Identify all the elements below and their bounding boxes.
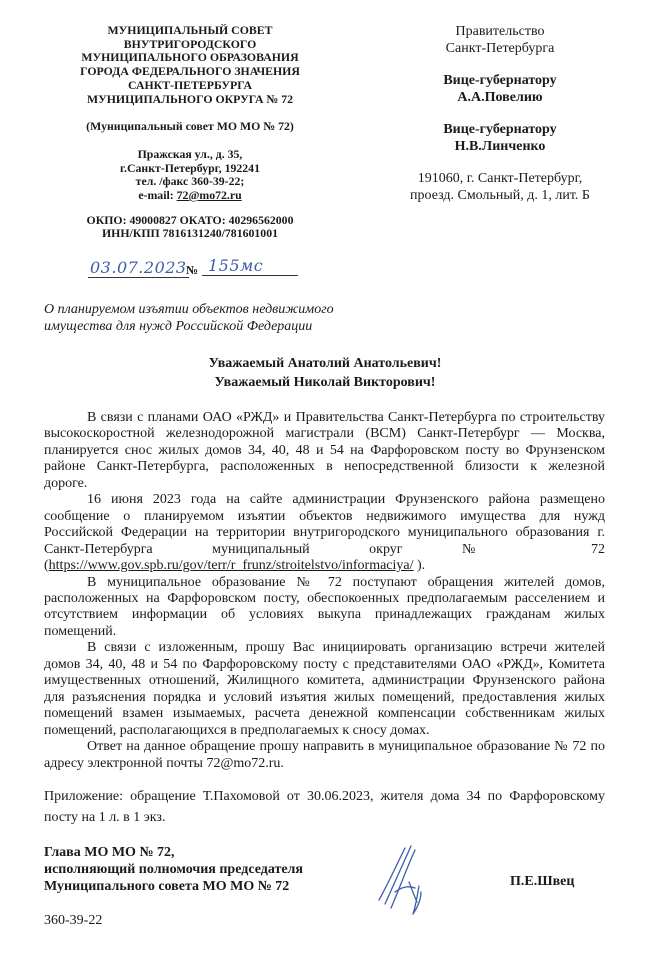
addressee-title: Вице-губернатору	[443, 122, 557, 137]
body-paragraph	[44, 739, 605, 772]
sender-address-line: Пражская ул., д. 35,	[137, 146, 243, 161]
position-line: исполняющий полномочия председателя	[44, 861, 303, 877]
sender-email-line	[30, 189, 350, 203]
body-line: имущественных отношений, Жилищного комитета, администрации Фрунзенского района	[44, 673, 605, 689]
body-line: адресу электронной почты 72@mo72.ru.	[44, 755, 284, 771]
body-line: Российской Федерации на территории внутригородского муниципального образования г.	[44, 525, 605, 541]
sender-codes: ОКПО: 49000827 ОКАТО: 40296562000	[86, 212, 294, 227]
sender-org-line: САНКТ-ПЕТЕРБУРГА	[128, 77, 252, 92]
subject	[44, 301, 334, 335]
body-line: 16 июня 2023 года на сайте администрации Фрунзенского района размещено	[87, 492, 605, 508]
body-line: В связи с планами ОАО «РЖД» и Правительства Санкт-Петербурга по строительству	[87, 410, 605, 425]
body-paragraph	[44, 575, 605, 641]
recipient-org-line: Правительство	[455, 24, 545, 39]
sender-address-line: тел. /факс 360-39-22;	[135, 174, 245, 189]
body-paragraph	[44, 492, 605, 574]
body-line: для разъяснения порядка и условий изъятия жилых помещений, предоставления жилых	[44, 689, 605, 705]
body-line: дороге.	[44, 475, 88, 491]
number-sign: №	[186, 263, 199, 277]
body-line: помещений.	[44, 623, 117, 639]
recipient-org-line: Санкт-Петербурга	[445, 40, 555, 56]
email-label: e-mail:	[138, 188, 177, 203]
body-line: отсутствием информации об условиях выкупа принадлежащих гражданам жилых	[44, 607, 605, 623]
signatory-name: П.Е.Швец	[510, 874, 575, 889]
sender-inn: ИНН/КПП 7816131240/781601001	[101, 226, 278, 241]
sender-email-link[interactable]: 72@mo72.ru	[176, 188, 242, 203]
district-url-link[interactable]: https://www.gov.spb.ru/gov/terr/r_frunz/stroitelstvo/informaciya/	[48, 558, 414, 574]
addressee-name: Н.В.Линченко	[454, 138, 546, 154]
body-line: помещений, располагающихся в предполагаемых к сносу домах.	[44, 722, 430, 738]
body-paragraph	[44, 410, 605, 492]
body-line: В муниципальное образование № 72 поступают обращения жителей домов,	[87, 574, 605, 590]
sender-org-line: ГОРОДА ФЕДЕРАЛЬНОГО ЗНАЧЕНИЯ	[80, 64, 300, 79]
recipient-address-line: проезд. Смольный, д. 1, лит. Б	[410, 187, 590, 203]
sender-address-line: г.Санкт-Петербург, 192241	[120, 160, 260, 175]
body-line: помещений взамен изымаемых, расчета денежной компенсации собственникам жилых	[44, 706, 605, 722]
registration-date: 03.07.2023	[90, 258, 187, 277]
subject-line: О планируемом изъятии объектов недвижимого	[44, 302, 334, 317]
sender-org-line: ВНУТРИГОРОДСКОГО	[123, 36, 257, 51]
body-line: районе Санкт-Петербурга, расположенных в непосредственной близости к железной	[44, 459, 605, 475]
greeting	[0, 354, 650, 392]
footer-phone: 360-39-22	[44, 913, 103, 928]
body-line: планируется снос жилых домов 34, 40, 48 и 54 на Фарфоровском посту во Фрунзенском	[44, 442, 605, 458]
greeting-line: Уважаемый Анатолий Анатольевич!	[208, 356, 442, 371]
sender-block	[30, 24, 350, 241]
body-line: высокоскоростной железнодорожной магистрали (ВСМ) Санкт-Петербург — Москва,	[44, 426, 605, 442]
body-line: В связи с изложенным, прошу Вас инициировать организацию встречи жителей	[87, 640, 605, 656]
position-line: Глава МО МО № 72,	[44, 845, 175, 860]
letter-body	[44, 410, 605, 772]
attachment-line: посту на 1 л. в 1 экз.	[44, 810, 166, 825]
subject-line: имущества для нужд Российской Федерации	[44, 319, 313, 334]
registration-number: 155мс	[202, 256, 298, 276]
body-line: Санкт-Петербурга муниципальный округ № 72	[44, 541, 605, 557]
body-line: (https://www.gov.spb.ru/gov/terr/r_frunz/stroitelstvo/informaciya/ ).	[44, 558, 426, 574]
recipient-address-line: 191060, г. Санкт-Петербург,	[417, 171, 583, 186]
addressee-name: А.А.Повелию	[457, 89, 543, 105]
attachment-line: Приложение: обращение Т.Пахомовой от 30.06.2023, жителя дома 34 по Фарфоровскому	[44, 789, 605, 804]
sender-org-line: МУНИЦИПАЛЬНЫЙ СОВЕТ	[107, 23, 273, 37]
sender-org-line: МУНИЦИПАЛЬНОГО ОБРАЗОВАНИЯ	[81, 50, 299, 65]
body-line: расположенных на Фарфоровском посту, обеспокоенных предполагаемым расселением и	[44, 590, 605, 606]
sender-org-line: МУНИЦИПАЛЬНОГО ОКРУГА № 72	[86, 91, 294, 106]
body-line: Ответ на данное обращение прошу направить в муниципальное образование № 72 по	[87, 739, 605, 755]
addressee-title: Вице-губернатору	[443, 73, 557, 88]
recipient-block	[380, 24, 620, 204]
body-paragraph	[44, 640, 605, 739]
greeting-line: Уважаемый Николай Викторович!	[214, 375, 436, 390]
body-line: сообщение о планируемом изъятии объектов недвижимого имущества для нужд	[44, 508, 605, 524]
sender-short-name: (Муниципальный совет МО МО № 72)	[86, 119, 294, 134]
handwritten-signature	[375, 842, 445, 917]
registration-line	[86, 258, 306, 282]
body-line: домов 34, 40, 48 и 54 по Фарфоровскому посту с представителями ОАО «РЖД», Комитета	[44, 656, 605, 672]
signatory-position	[44, 845, 303, 895]
position-line: Муниципального совета МО МО № 72	[44, 878, 290, 894]
attachment	[44, 786, 605, 828]
